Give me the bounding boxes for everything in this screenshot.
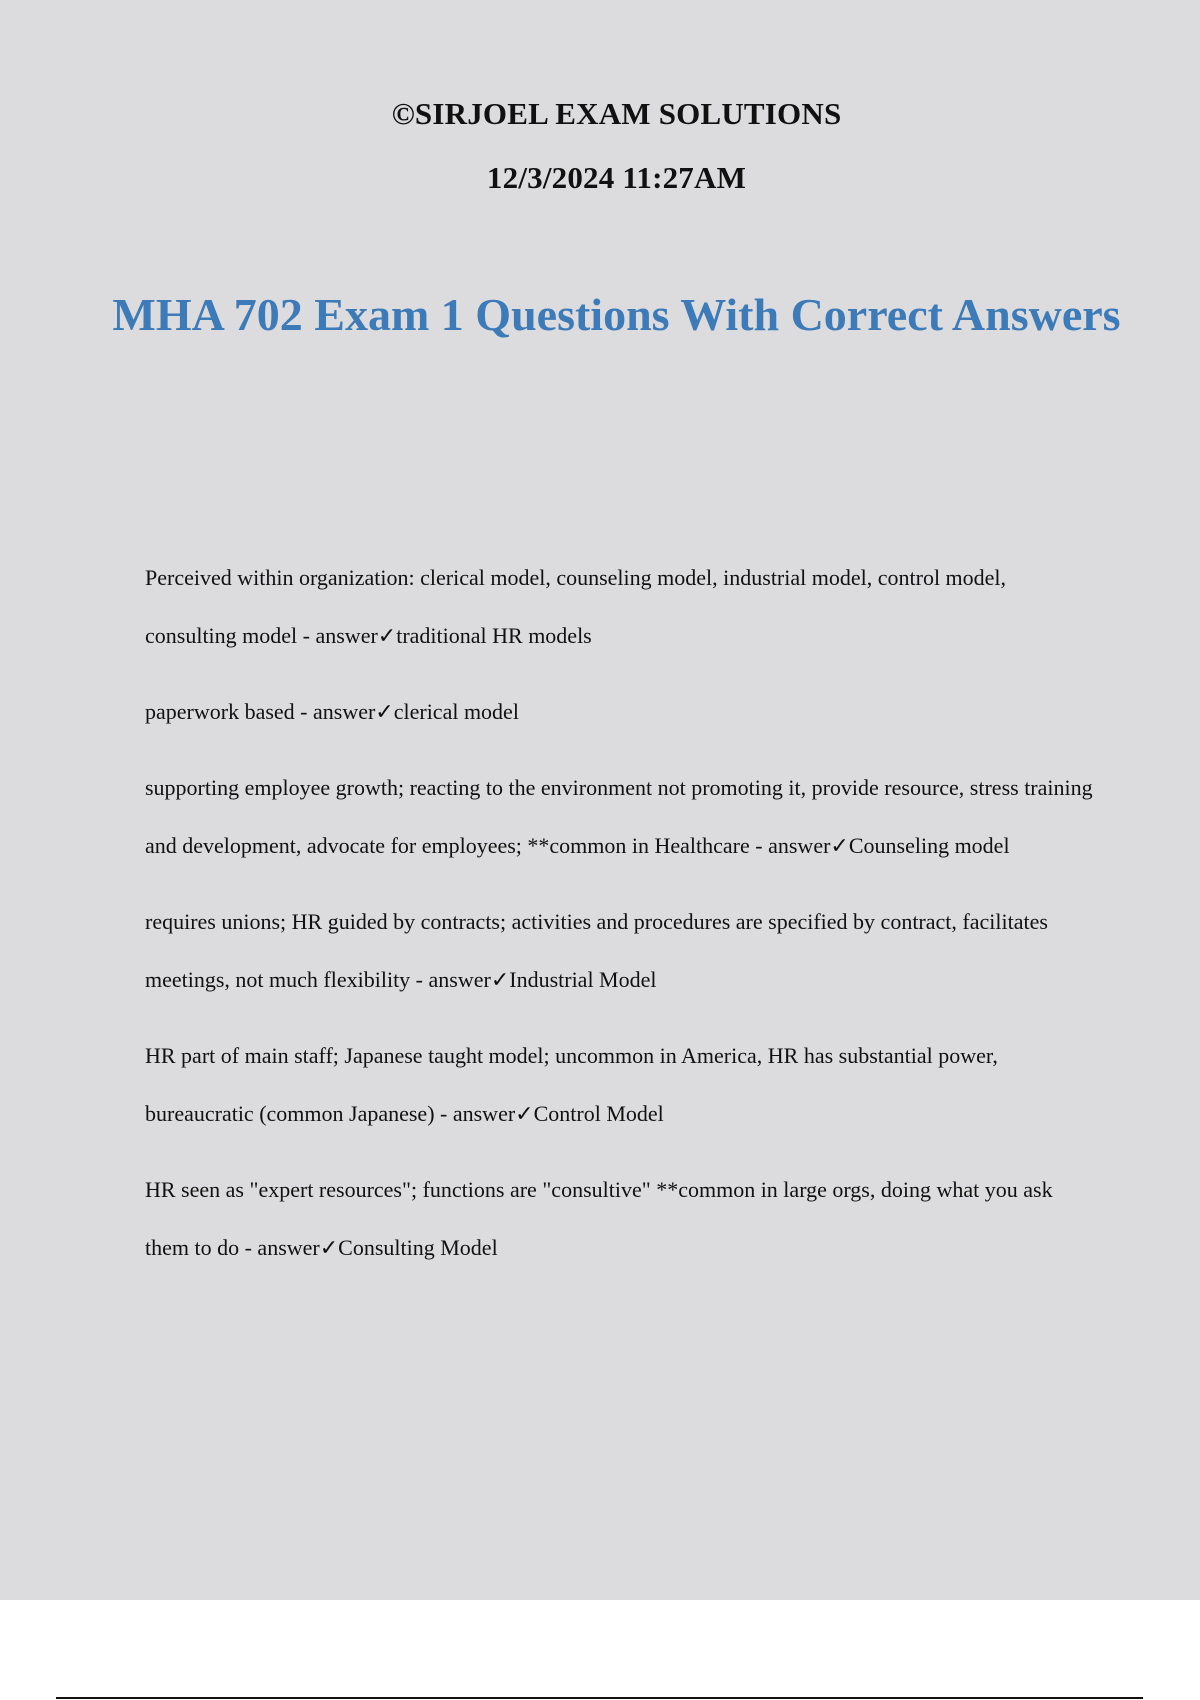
qa-list — [145, 549, 1095, 1295]
qa-item: HR seen as "expert resources"; functions are "consultive" **common in large orgs, doing what you ask them to do - answer✓Consulting Model — [145, 1177, 1053, 1260]
document-title: MHA 702 Exam 1 Questions With Correct Answers — [112, 289, 1121, 340]
footer-divider — [56, 1697, 1143, 1699]
qa-item: paperwork based - answer✓clerical model — [145, 699, 519, 724]
qa-item: supporting employee growth; reacting to the environment not promoting it, provide resource, stress training and development, advocate for employees; **common in Healthcare - answer✓Counseling model — [145, 775, 1093, 858]
qa-item: Perceived within organization: clerical model, counseling model, industrial model, control model, consulting model - answer✓traditional HR models — [145, 565, 1007, 648]
date-header: 12/3/2024 11:27AM — [486, 160, 747, 195]
qa-item: requires unions; HR guided by contracts; activities and procedures are specified by contract, facilitates meetings, not much flexibility - answer✓Industrial Model — [145, 909, 1048, 992]
qa-item: HR part of main staff; Japanese taught model; uncommon in America, HR has substantial power, bureaucratic (common Japanese) - answer✓Control Model — [145, 1043, 998, 1126]
copyright-header: ©SIRJOEL EXAM SOLUTIONS — [391, 96, 842, 131]
